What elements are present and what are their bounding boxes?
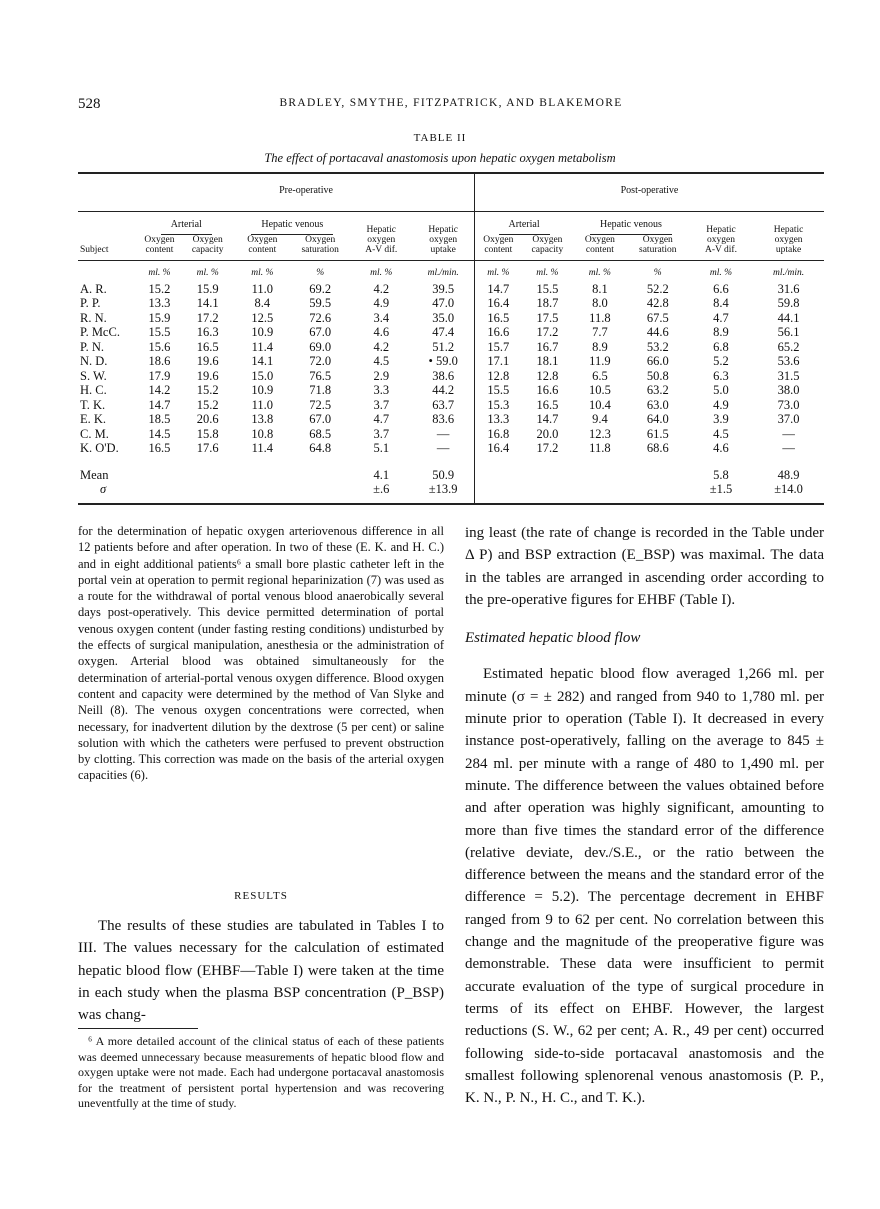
unit-cell: ml. % [234, 261, 290, 282]
value-cell: 15.9 [148, 310, 171, 325]
value-cell: 47.0 [412, 296, 474, 311]
value-cell: 16.8 [487, 426, 510, 441]
post-hv-content-header: Oxygen content [584, 235, 615, 255]
unit-cell: ml. % [689, 261, 753, 282]
value-cell: 15.6 [148, 339, 171, 354]
subject-cell: K. O'D. [80, 441, 119, 455]
value-cell: 7.7 [592, 325, 608, 339]
table-label: TABLE II [413, 132, 467, 144]
pre-operative-label: Pre-operative [138, 173, 474, 211]
value-cell: 11.4 [251, 441, 274, 455]
value-cell: 17.2 [536, 441, 559, 455]
value-cell: — [782, 441, 795, 455]
subject-cell: A. R. [80, 281, 107, 296]
value-cell: 15.9 [196, 281, 219, 296]
value-cell: 4.9 [373, 296, 390, 310]
value-cell: — [412, 427, 474, 442]
value-cell: 67.5 [646, 310, 669, 325]
table-row [78, 383, 824, 398]
value-cell: 6.6 [713, 281, 729, 296]
value-cell: 10.9 [251, 325, 274, 339]
pre-art-content-header: Oxygen content [144, 235, 175, 255]
post-avdif-sigma: ±1.5 [709, 482, 733, 496]
value-cell: 15.5 [148, 325, 171, 339]
value-cell: 3.7 [373, 397, 390, 412]
value-cell: 12.5 [251, 310, 274, 325]
value-cell: 13.8 [251, 412, 274, 426]
value-cell: 63.0 [646, 397, 669, 412]
value-cell: 65.2 [777, 339, 800, 354]
sigma-row [78, 482, 824, 504]
left-column-text [78, 523, 444, 784]
value-cell: 15.7 [487, 339, 510, 354]
subject-cell: P. McC. [80, 325, 120, 339]
running-head: BRADLEY, SMYTHE, FITZPATRICK, AND BLAKEMORE [279, 97, 623, 109]
value-cell: 35.0 [412, 311, 474, 326]
value-cell: 19.6 [196, 368, 219, 383]
value-cell: 16.4 [487, 441, 510, 455]
value-cell: 11.8 [589, 310, 611, 325]
unit-cell: ml. % [475, 261, 522, 282]
value-cell: 66.0 [646, 354, 669, 368]
pre-uptake-sigma: ±13.9 [412, 482, 474, 504]
value-cell: 6.8 [713, 339, 729, 354]
value-cell: 11.8 [589, 441, 611, 455]
value-cell: 15.5 [536, 281, 559, 296]
mean-row [78, 456, 824, 483]
value-cell: 39.5 [412, 282, 474, 297]
table-row [78, 412, 824, 427]
value-cell: 17.9 [148, 368, 171, 383]
value-cell: 20.0 [536, 426, 559, 441]
table-row [78, 296, 824, 311]
value-cell: 16.6 [487, 325, 510, 339]
value-cell: 8.1 [592, 281, 608, 296]
footnote-rule [78, 1028, 198, 1029]
value-cell: 15.2 [148, 281, 171, 296]
subject-cell: H. C. [80, 383, 107, 397]
table-body [78, 282, 824, 456]
value-cell: 3.3 [373, 383, 390, 397]
value-cell: 16.3 [196, 325, 219, 339]
value-cell: 5.0 [713, 383, 729, 397]
subject-cell: R. N. [80, 310, 107, 325]
value-cell: 44.6 [646, 325, 669, 339]
value-cell: 11.9 [589, 354, 611, 368]
value-cell: 16.4 [487, 296, 510, 310]
value-cell: 15.0 [251, 368, 274, 383]
unit-cell: ml. % [181, 261, 235, 282]
right-paragraph-2: Estimated hepatic blood flow averaged 1,266 ml. per minute (σ = ± 282) and ranged from 940 to 1,780 ml. per minute prior to operation (Table I). It decreased in every instance post-operatively, falling on the average to 845 ± 284 ml. per minute with a range of 480 to 1,490 ml. per minute. The difference between the values obtained before and after operation was highly significant, amounting to more than five times the standard error of the difference (relative deviate, dev./S.E., or the ratio between the difference between the means and the standard error of the difference = 5.2). The percentage decrement in EHBF ranged from 9 to 62 per cent. No correlation between this change and the magnitude of the preoperative figure was demonstrable. These data were insufficient to permit accurate evaluation of the type of surgical procedure in terms of its effect on EHBF. However, the largest reductions (S. W., 62 per cent; A. R., 49 per cent) occurred following side-to-side portacaval anastomosis and the smallest following splenorenal venous anastomosis (P. P., K. N., P. N., H. C., and T. K.). [465, 666, 824, 1107]
value-cell: 31.6 [777, 281, 800, 296]
value-cell: 4.5 [713, 426, 729, 441]
post-arterial-label: Arterial [499, 218, 550, 236]
table-row [78, 354, 824, 369]
value-cell: 18.1 [536, 354, 559, 368]
value-cell: 13.3 [487, 412, 510, 426]
value-cell: 15.2 [196, 397, 219, 412]
value-cell: 8.4 [254, 296, 271, 310]
unit-cell: ml./min. [753, 261, 824, 282]
pre-art-capacity-header: Oxygen capacity [191, 235, 224, 255]
value-cell: 12.8 [536, 368, 559, 383]
page-header [78, 96, 824, 116]
pre-avdif-header: Hepatic oxygen A-V dif. [350, 211, 412, 261]
post-avdif-header: Hepatic oxygen A-V dif. [689, 211, 753, 261]
value-cell: 76.5 [309, 368, 332, 383]
table-row [78, 441, 824, 456]
value-cell: 61.5 [646, 426, 669, 441]
pre-uptake-header: Hepatic oxygen uptake [412, 211, 474, 261]
value-cell: 5.1 [373, 441, 390, 455]
subject-cell: N. D. [80, 354, 108, 368]
value-cell: 42.8 [646, 296, 669, 310]
value-cell: 47.4 [412, 325, 474, 340]
value-cell: 63.2 [646, 383, 669, 397]
unit-cell: ml./min. [412, 261, 474, 282]
value-cell: 31.5 [777, 368, 800, 383]
pre-avdif-mean: 4.1 [373, 467, 390, 482]
subject-cell: T. K. [80, 397, 106, 412]
value-cell: 8.4 [713, 296, 729, 310]
footnote-text: ⁶ A more detailed account of the clinical status of each of these patients was deemed unnecessary because measurements of hepatic blood flow and oxygen uptake were not made. Each had undergone portacaval anastomosis for the treatment of persistent portal hypertension and was recovering uneventfully at the time of study. [78, 1034, 444, 1110]
pre-hepatic-venous-label: Hepatic venous [251, 218, 333, 236]
value-cell: 63.7 [412, 398, 474, 413]
results-text [78, 915, 444, 1026]
value-cell: 73.0 [777, 397, 800, 412]
post-uptake-header: Hepatic oxygen uptake [753, 211, 824, 261]
value-cell: 14.5 [148, 426, 171, 441]
footnote [78, 1034, 444, 1112]
table-row [78, 311, 824, 326]
value-cell: 11.0 [251, 281, 274, 296]
value-cell: 18.5 [148, 412, 171, 426]
value-cell: 12.3 [588, 426, 611, 441]
oxygen-metabolism-table [78, 172, 824, 505]
value-cell: — [782, 426, 795, 441]
value-cell: 5.2 [713, 354, 729, 368]
unit-cell: ml. % [138, 261, 181, 282]
subject-header: Subject [80, 245, 109, 255]
value-cell: 9.4 [592, 412, 608, 426]
unit-cell: ml. % [522, 261, 573, 282]
table-row [78, 427, 824, 442]
value-cell: 38.0 [777, 383, 800, 397]
value-cell: 44.1 [777, 310, 800, 325]
value-cell: 8.9 [592, 339, 608, 354]
unit-cell: % [627, 261, 689, 282]
table-row [78, 369, 824, 384]
subject-cell: P. P. [80, 296, 101, 310]
value-cell: 68.5 [309, 426, 332, 441]
value-cell: 13.3 [148, 296, 171, 310]
value-cell: 53.6 [777, 354, 800, 368]
value-cell: 16.5 [196, 339, 219, 354]
value-cell: 14.7 [487, 281, 510, 296]
value-cell: 6.5 [592, 368, 608, 383]
value-cell: 15.3 [487, 397, 510, 412]
subheading-ehbf: Estimated hepatic blood flow [465, 630, 641, 647]
subject-cell: S. W. [80, 368, 107, 383]
value-cell: 15.8 [196, 426, 219, 441]
value-cell: 50.8 [646, 368, 669, 383]
value-cell: 64.8 [309, 441, 332, 455]
value-cell: 16.5 [148, 441, 171, 455]
pre-hv-content-header: Oxygen content [247, 235, 278, 255]
value-cell: 4.7 [373, 412, 390, 426]
units-row [78, 261, 824, 282]
value-cell: 51.2 [412, 340, 474, 355]
sigma-label: σ [100, 482, 107, 496]
table-row [78, 282, 824, 297]
post-hv-saturation-header: Oxygen saturation [639, 235, 677, 255]
value-cell: 16.5 [487, 310, 510, 325]
unit-cell: ml. % [350, 261, 412, 282]
value-cell: 69.2 [309, 281, 332, 296]
value-cell: 59.5 [309, 296, 332, 310]
post-uptake-mean: 48.9 [777, 467, 800, 482]
post-uptake-sigma: ±14.0 [774, 482, 803, 496]
value-cell: 11.4 [251, 339, 274, 354]
value-cell: 3.4 [373, 310, 390, 325]
pre-uptake-mean: 50.9 [412, 456, 474, 483]
value-cell: 64.0 [646, 412, 669, 426]
post-art-capacity-header: Oxygen capacity [531, 235, 564, 255]
value-cell: 6.3 [713, 368, 729, 383]
page-number: 528 [78, 96, 101, 112]
right-paragraph-1: ing least (the rate of change is recorded in the Table under Δ P) and BSP extraction (E_BSP) was maximal. The data in the tables are arranged in ascending order according to the pre-operative figures for EHBF (Table I). [465, 525, 824, 608]
value-cell: 37.0 [777, 412, 800, 426]
post-art-content-header: Oxygen content [483, 235, 514, 255]
mean-label: Mean [80, 467, 109, 482]
value-cell: 4.2 [373, 281, 390, 296]
results-paragraph: The results of these studies are tabulated in Tables I to III. The values necessary for the calculation of estimated hepatic blood flow (EHBF—Table I) were taken at the time in each study when the plasma BSP concentration (P_BSP) was chang- [78, 918, 444, 1024]
value-cell: 10.4 [588, 397, 611, 412]
value-cell: 4.9 [713, 397, 729, 412]
value-cell: — [412, 441, 474, 456]
value-cell: 67.0 [309, 412, 332, 426]
value-cell: 14.7 [148, 397, 171, 412]
subject-cell: C. M. [80, 426, 109, 441]
value-cell: 14.1 [196, 296, 219, 310]
methods-paragraph: for the determination of hepatic oxygen arteriovenous difference in all 12 patients before and after operation. In two of these (E. K. and H. C.) and in eight additional patients⁶ a small bore plastic catheter left in the portal vein at operation to permit regional heparinization (7) was used as a route for the withdrawal of portal venous blood anaerobically several days post-operatively. This device permitted determination of portal venous oxygen content (under fasting resting conditions) undisturbed by the effects of surgical manipulation, anesthesia or the administration of oxygen. Arterial blood was obtained simultaneously for the determination of arterial-portal venous oxygen difference. Blood oxygen content and capacity were determined by the method of Van Slyke and Neill (8). The venous oxygen concentrations were corrected, when necessary, for inadvertent dilution by the dextrose (5 per cent) or saline solution with which the catheters were perfused to prevent obstruction by clotting. This correction was made on the basis of the arterial oxygen capacities (6). [78, 524, 444, 783]
post-avdif-mean: 5.8 [713, 467, 729, 482]
table-caption: The effect of portacaval anastomosis upon hepatic oxygen metabolism [264, 151, 616, 165]
value-cell: 20.6 [196, 412, 219, 426]
pre-hv-saturation-header: Oxygen saturation [301, 235, 339, 255]
value-cell: 19.6 [196, 354, 219, 368]
value-cell: 17.1 [487, 354, 510, 368]
value-cell: • 59.0 [412, 354, 474, 369]
value-cell: 15.2 [196, 383, 219, 397]
value-cell: 18.6 [148, 354, 171, 368]
value-cell: 8.0 [592, 296, 608, 310]
value-cell: 17.2 [536, 325, 559, 339]
value-cell: 71.8 [309, 383, 332, 397]
value-cell: 16.6 [536, 383, 559, 397]
pre-arterial-label: Arterial [161, 218, 212, 236]
value-cell: 18.7 [536, 296, 559, 310]
value-cell: 14.2 [148, 383, 171, 397]
value-cell: 16.7 [536, 339, 559, 354]
value-cell: 69.0 [309, 339, 332, 354]
value-cell: 14.7 [536, 412, 559, 426]
value-cell: 2.9 [373, 368, 390, 383]
value-cell: 15.5 [487, 383, 510, 397]
value-cell: 16.5 [536, 397, 559, 412]
value-cell: 10.9 [251, 383, 274, 397]
value-cell: 10.8 [251, 426, 274, 441]
right-column-text [465, 522, 824, 1109]
value-cell: 3.7 [373, 426, 390, 441]
value-cell: 4.7 [713, 310, 729, 325]
table-row [78, 398, 824, 413]
value-cell: 17.5 [536, 310, 559, 325]
value-cell: 83.6 [412, 412, 474, 427]
value-cell: 8.9 [713, 325, 729, 339]
subject-cell: E. K. [80, 412, 107, 426]
post-operative-label: Post-operative [620, 185, 679, 196]
post-hepatic-venous-label: Hepatic venous [590, 218, 672, 236]
unit-cell: ml. % [573, 261, 627, 282]
value-cell: 59.8 [777, 296, 800, 310]
value-cell: 72.0 [309, 354, 332, 368]
pre-avdif-sigma: ±.6 [373, 482, 390, 496]
value-cell: 14.1 [251, 354, 274, 368]
results-heading: RESULTS [234, 890, 288, 902]
value-cell: 12.8 [487, 368, 510, 383]
value-cell: 72.6 [309, 310, 332, 325]
value-cell: 38.6 [412, 369, 474, 384]
unit-cell: % [290, 261, 350, 282]
subject-cell: P. N. [80, 339, 104, 354]
value-cell: 56.1 [777, 325, 800, 339]
value-cell: 4.6 [713, 441, 729, 455]
table-wrapper [78, 172, 824, 505]
value-cell: 4.6 [373, 325, 390, 339]
value-cell: 52.2 [646, 281, 669, 296]
value-cell: 72.5 [309, 397, 332, 412]
value-cell: 10.5 [588, 383, 611, 397]
value-cell: 67.0 [309, 325, 332, 339]
value-cell: 4.5 [373, 354, 390, 368]
value-cell: 17.6 [196, 441, 219, 455]
value-cell: 44.2 [412, 383, 474, 398]
value-cell: 53.2 [646, 339, 669, 354]
table-row [78, 325, 824, 340]
value-cell: 11.0 [251, 397, 274, 412]
value-cell: 4.2 [373, 339, 390, 354]
value-cell: 17.2 [196, 310, 219, 325]
value-cell: 3.9 [713, 412, 729, 426]
value-cell: 68.6 [646, 441, 669, 455]
table-row [78, 340, 824, 355]
